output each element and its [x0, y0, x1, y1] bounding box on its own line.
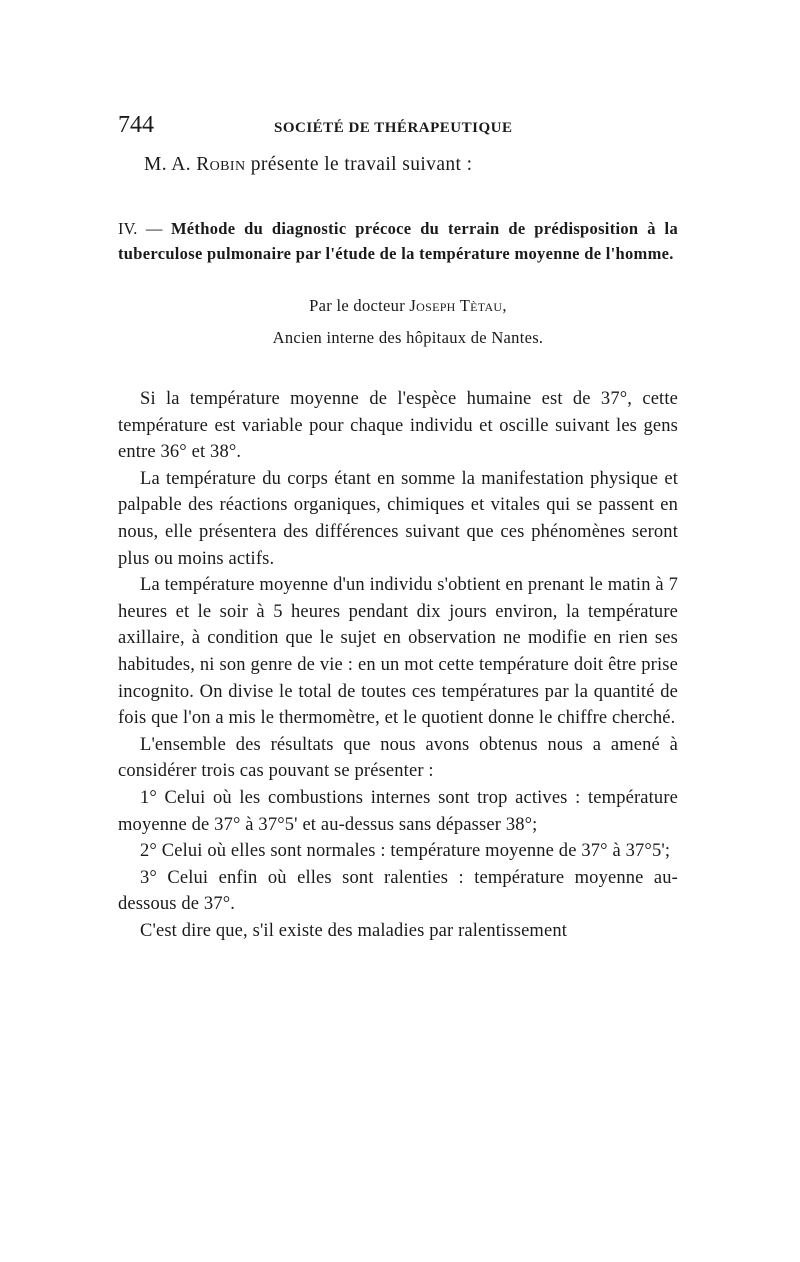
page-number: 744	[118, 112, 154, 138]
paragraph: C'est dire que, s'il existe des maladies par ralentissement	[140, 920, 568, 941]
article-title	[118, 216, 678, 266]
article-title-text: Méthode du diagnostic précoce du terrain de prédisposition à la tuberculose pulmonaire par l'étude de la température moyenne de l'homme.	[118, 219, 678, 263]
running-header	[118, 112, 678, 142]
article-number: IV. —	[118, 219, 171, 238]
presenter-suffix: présente le travail suivant :	[245, 154, 473, 175]
presenter-line	[144, 154, 678, 176]
document-page	[118, 112, 678, 944]
paragraph: L'ensemble des résultats que nous avons obtenus nous a amené à considérer trois cas pouvant se présenter :	[118, 734, 678, 782]
presenter-prefix: M. A.	[144, 154, 197, 175]
paragraph: Si la température moyenne de l'espèce humaine est de 37°, cette température est variable pour chaque individu et oscille suivant les gens entre 36° et 38°.	[118, 389, 678, 463]
author-name: Joseph Tètau,	[409, 296, 507, 315]
paragraph: La température moyenne d'un individu s'obtient en prenant le matin à 7 heures et le soir à 5 heures pendant dix jours environ, la température axillaire, à condition que le sujet en observation ne modifie en rien ses habitudes, ni son genre de vie : en un mot cette température doit être prise incognito. On divise le total de toutes ces températures par la quantité de fois que l'on a mis le thermomètre, et le quotient donne le chiffre cherché.	[118, 575, 678, 729]
list-item: 3° Celui enfin où elles sont ralenties : température moyenne au-dessous de 37°.	[118, 867, 678, 915]
paragraph: La température du corps étant en somme la manifestation physique et palpable des réactions organiques, chimiques et vitales qui se passent en nous, elle présentera des différences suivant que ces phénomènes seront plus ou moins actifs.	[118, 468, 678, 569]
journal-title: SOCIÉTÉ DE THÉRAPEUTIQUE	[274, 120, 513, 136]
author-affiliation: Ancien interne des hôpitaux de Nantes.	[272, 328, 544, 347]
author-prefix: Par le docteur	[309, 296, 410, 315]
article-body	[118, 386, 678, 944]
author-line	[118, 296, 678, 316]
list-item: 1° Celui où les combustions internes sont trop actives : température moyenne de 37° à 37°5' et au-dessus sans dépasser 38°;	[118, 787, 678, 835]
presenter-name: Robin	[196, 154, 246, 175]
list-item: 2° Celui où elles sont normales : température moyenne de 37° à 37°5';	[140, 841, 671, 862]
